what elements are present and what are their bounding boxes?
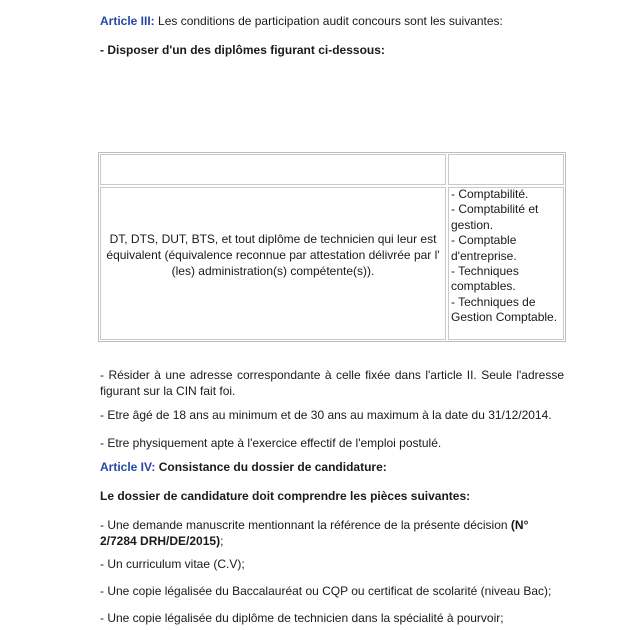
piece-diplome: - Une copie légalisée du diplôme de technicien dans la spécialité à pourvoir;	[100, 611, 504, 625]
piece-demande	[100, 517, 564, 549]
table-cell-specialties	[448, 187, 564, 340]
demande-text: - Une demande manuscrite mentionnant la référence de la présente décision	[100, 518, 511, 532]
specialty-line: - Comptable	[451, 233, 517, 248]
diplomas-intro: - Disposer d'un des diplômes figurant ci-dessous:	[100, 43, 385, 57]
piece-bac: - Une copie légalisée du Baccalauréat ou CQP ou certificat de scolarité (niveau Bac);	[100, 584, 552, 598]
article-3-text: Les conditions de participation audit concours sont les suivantes:	[154, 14, 503, 28]
article-4-label: Article IV:	[100, 460, 156, 474]
specialty-line: - Techniques	[451, 264, 519, 279]
article-3-heading	[100, 13, 564, 29]
condition-residence: - Résider à une adresse correspondante à celle fixée dans l'article II. Seule l'adresse figurant sur la CIN fait foi.	[100, 368, 564, 398]
specialty-line: gestion.	[451, 217, 494, 232]
dossier-intro: Le dossier de candidature doit comprendre les pièces suivantes:	[100, 489, 471, 503]
specialty-line: - Comptabilité et	[451, 202, 539, 217]
demande-reference: (N° 2/7284 DRH/DE/2015)	[100, 518, 529, 548]
specialty-list	[451, 187, 561, 326]
article-3-label: Article III:	[100, 14, 155, 28]
article-4-text: Consistance du dossier de candidature:	[155, 460, 387, 474]
diploma-description: DT, DTS, DUT, BTS, et tout diplôme de technicien qui leur est équivalent (équivalence reconnue par attestation délivrée par l' (les) administration(s) compétente(s)).	[106, 232, 440, 278]
specialty-line: - Techniques de	[451, 294, 536, 309]
table-header-cell-specialty	[448, 154, 564, 185]
piece-cv: - Un curriculum vitae (C.V);	[100, 557, 245, 571]
condition-age: - Etre âgé de 18 ans au minimum et de 30 ans au maximum à la date du 31/12/2014.	[100, 408, 552, 422]
specialty-line: d'entreprise.	[451, 248, 517, 263]
demande-suffix: ;	[220, 534, 224, 548]
specialty-line: comptables.	[451, 279, 516, 294]
specialty-line: - Comptabilité.	[451, 187, 529, 201]
table-header-cell-diploma	[100, 154, 446, 185]
diploma-table	[98, 152, 566, 342]
specialty-line: Gestion Comptable.	[451, 310, 558, 325]
table-cell-diploma	[100, 187, 446, 340]
condition-fitness: - Etre physiquement apte à l'exercice effectif de l'emploi postulé.	[100, 436, 442, 450]
article-4-heading	[100, 459, 564, 475]
